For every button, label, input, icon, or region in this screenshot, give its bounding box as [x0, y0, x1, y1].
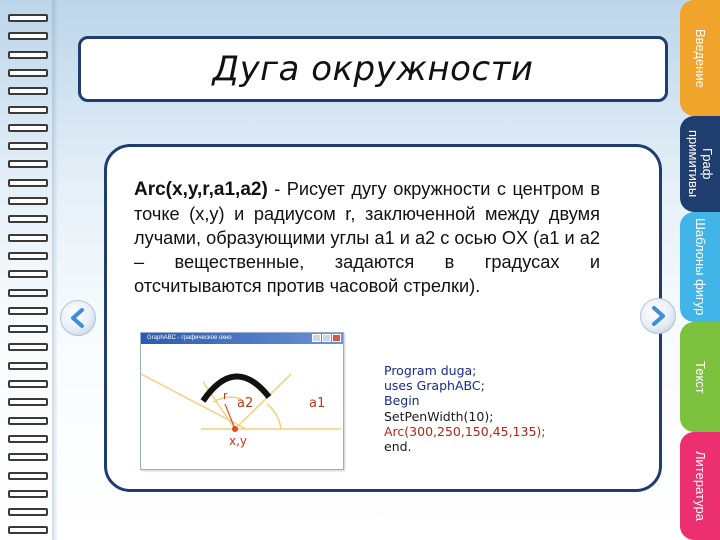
tab-graph-primitives-label: Граф примитивы: [686, 130, 715, 198]
binding-ring: [8, 417, 48, 425]
tab-shapes[interactable]: [680, 212, 720, 322]
thumb-maximize-icon: [322, 334, 331, 342]
description-keyword: Arc(x,y,r,a1,a2): [134, 179, 268, 200]
center-point: [232, 426, 238, 432]
code-line-4: SetPenWidth(10);: [384, 408, 494, 424]
tab-text-label: Текст: [693, 360, 708, 394]
output-screenshot: [140, 332, 344, 470]
label-a2: a2: [237, 396, 254, 411]
label-a1: a1: [309, 396, 326, 411]
guide-line-a2: [203, 382, 235, 429]
chevron-right-icon: [647, 305, 669, 327]
tab-intro-label: Введение: [693, 28, 708, 88]
label-xy: x,y: [229, 434, 248, 448]
binding-ring: [8, 362, 48, 370]
spiral-binding: [0, 0, 52, 540]
binding-ring: [8, 124, 48, 132]
binding-ring: [8, 526, 48, 534]
binding-ring: [8, 252, 48, 260]
description: [134, 177, 600, 298]
code-line-2: uses GraphABC;: [384, 378, 485, 394]
thumb-window-buttons: [312, 334, 341, 342]
angle-arc-a1: [267, 404, 281, 429]
binding-ring: [8, 453, 48, 461]
binding-ring: [8, 215, 48, 223]
thumb-window-title: GraphABC - графическое окно: [147, 335, 232, 341]
next-slide-button[interactable]: [640, 298, 676, 334]
binding-ring: [8, 106, 48, 114]
thumb-minimize-icon: [312, 334, 321, 342]
description-text: - Рисует дугу окружности с центром в точке (x,y) и радиусом r, заключенной между двумя лучами, образующими углы a1 и a2 с осью OX (a1 и a2 – вещественные, задаются в градусах и отсчитываются против часовой стрелки).: [134, 179, 600, 296]
binding-ring: [8, 343, 48, 351]
binding-ring: [8, 270, 48, 278]
title-box: [78, 36, 668, 102]
binding-ring: [8, 307, 48, 315]
thumb-titlebar: [141, 333, 343, 344]
binding-ring: [8, 508, 48, 516]
binding-ring: [8, 490, 48, 498]
binding-ring: [8, 472, 48, 480]
binding-ring: [8, 69, 48, 77]
thumb-close-icon: [332, 334, 341, 342]
tab-text[interactable]: [680, 322, 720, 432]
code-line-5: Arc(300,250,150,45,135);: [384, 423, 546, 439]
tab-literature[interactable]: [680, 432, 720, 540]
arc-illustration: [141, 344, 343, 469]
tab-literature-label: Литература: [693, 451, 708, 521]
binding-ring: [8, 398, 48, 406]
binding-ring: [8, 160, 48, 168]
binding-ring: [8, 51, 48, 59]
slide-title: Дуга окружности: [212, 49, 534, 89]
code-listing: [384, 363, 546, 454]
code-line-6: end.: [384, 439, 412, 455]
code-line-1: Program duga;: [384, 363, 477, 378]
binding-ring: [8, 32, 48, 40]
prev-slide-button[interactable]: [60, 300, 96, 336]
binding-ring: [8, 142, 48, 150]
binding-ring: [8, 289, 48, 297]
label-r: r: [223, 389, 228, 402]
binding-ring: [8, 380, 48, 388]
tab-intro[interactable]: [680, 0, 720, 116]
binding-ring: [8, 179, 48, 187]
binding-shadow: [52, 0, 58, 540]
tab-shapes-label: Шаблоны фигур: [693, 218, 708, 316]
binding-ring: [8, 14, 48, 22]
tab-graph-primitives[interactable]: [680, 116, 720, 212]
binding-ring: [8, 435, 48, 443]
code-line-3: Begin: [384, 393, 420, 409]
binding-ring: [8, 325, 48, 333]
binding-ring: [8, 197, 48, 205]
chevron-left-icon: [67, 307, 89, 329]
binding-ring: [8, 234, 48, 242]
binding-ring: [8, 87, 48, 95]
